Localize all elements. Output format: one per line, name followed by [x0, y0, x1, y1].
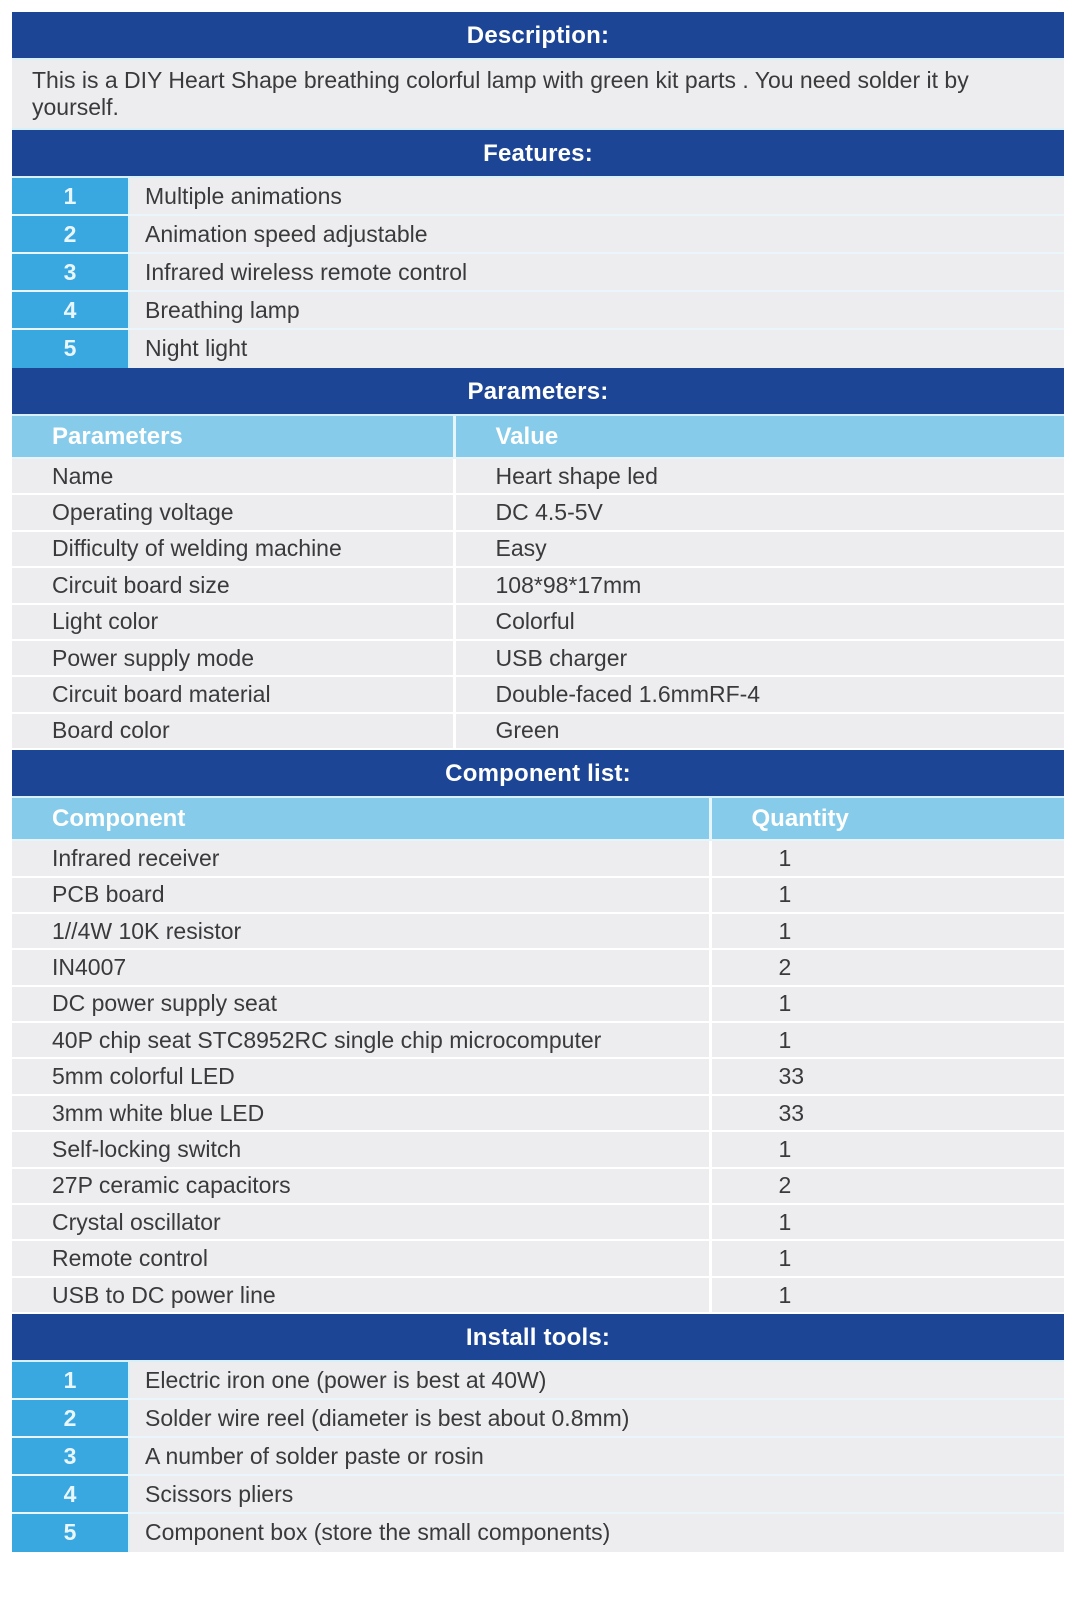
component-quantity: 1	[710, 877, 1064, 913]
component-table	[12, 798, 1064, 1314]
feature-text: Multiple animations	[130, 178, 1064, 214]
product-spec-sheet	[12, 12, 1064, 1552]
features-list	[12, 178, 1064, 368]
table-row	[12, 1095, 1064, 1131]
component-name: Infrared receiver	[12, 840, 710, 876]
table-row	[12, 1204, 1064, 1240]
tool-item	[12, 1438, 1064, 1476]
component-quantity: 1	[710, 1240, 1064, 1276]
component-quantity: 1	[710, 840, 1064, 876]
param-name: Difficulty of welding machine	[12, 531, 454, 567]
feature-text: Night light	[130, 330, 1064, 368]
tool-text: Scissors pliers	[130, 1476, 1064, 1512]
tools-list	[12, 1362, 1064, 1552]
param-value: Colorful	[454, 604, 1064, 640]
tool-text: Solder wire reel (diameter is best about 0.8mm)	[130, 1400, 1064, 1436]
component-list-header: Component list:	[12, 750, 1064, 798]
table-row	[12, 458, 1064, 494]
table-row	[12, 877, 1064, 913]
component-name: 5mm colorful LED	[12, 1058, 710, 1094]
table-row	[12, 840, 1064, 876]
param-name: Operating voltage	[12, 494, 454, 530]
component-name: PCB board	[12, 877, 710, 913]
tool-number: 5	[12, 1514, 130, 1552]
tool-item	[12, 1514, 1064, 1552]
feature-item	[12, 216, 1064, 254]
component-name: 40P chip seat STC8952RC single chip microcomputer	[12, 1022, 710, 1058]
table-row	[12, 913, 1064, 949]
feature-number: 1	[12, 178, 130, 214]
tool-number: 2	[12, 1400, 130, 1436]
component-quantity: 1	[710, 1277, 1064, 1313]
tool-item	[12, 1476, 1064, 1514]
param-name: Name	[12, 458, 454, 494]
component-quantity: 1	[710, 1204, 1064, 1240]
param-value: Double-faced 1.6mmRF-4	[454, 676, 1064, 712]
parameters-table	[12, 416, 1064, 750]
component-column-headers	[12, 798, 1064, 840]
feature-item	[12, 330, 1064, 368]
feature-number: 2	[12, 216, 130, 252]
feature-text: Breathing lamp	[130, 292, 1064, 328]
tool-text: A number of solder paste or rosin	[130, 1438, 1064, 1474]
tool-number: 3	[12, 1438, 130, 1474]
table-row	[12, 1131, 1064, 1167]
component-quantity: 33	[710, 1058, 1064, 1094]
param-name: Board color	[12, 713, 454, 749]
table-row	[12, 1277, 1064, 1313]
table-row	[12, 1058, 1064, 1094]
column-header-quantity: Quantity	[710, 798, 1064, 840]
parameters-column-headers	[12, 416, 1064, 458]
tool-text: Component box (store the small components)	[130, 1514, 1064, 1552]
param-name: Circuit board material	[12, 676, 454, 712]
feature-text: Animation speed adjustable	[130, 216, 1064, 252]
column-header-component: Component	[12, 798, 710, 840]
component-quantity: 1	[710, 986, 1064, 1022]
component-name: USB to DC power line	[12, 1277, 710, 1313]
table-row	[12, 1240, 1064, 1276]
tool-item	[12, 1362, 1064, 1400]
features-header: Features:	[12, 130, 1064, 178]
description-header: Description:	[12, 12, 1064, 60]
component-quantity: 1	[710, 913, 1064, 949]
param-name: Power supply mode	[12, 640, 454, 676]
parameters-header: Parameters:	[12, 368, 1064, 416]
table-row	[12, 531, 1064, 567]
tool-text: Electric iron one (power is best at 40W)	[130, 1362, 1064, 1398]
component-name: 27P ceramic capacitors	[12, 1168, 710, 1204]
param-value: Green	[454, 713, 1064, 749]
param-name: Light color	[12, 604, 454, 640]
component-name: DC power supply seat	[12, 986, 710, 1022]
table-row	[12, 1022, 1064, 1058]
component-quantity: 1	[710, 1022, 1064, 1058]
component-quantity: 33	[710, 1095, 1064, 1131]
component-name: IN4007	[12, 949, 710, 985]
feature-item	[12, 254, 1064, 292]
component-quantity: 1	[710, 1131, 1064, 1167]
feature-item	[12, 292, 1064, 330]
table-row	[12, 676, 1064, 712]
param-value: Easy	[454, 531, 1064, 567]
param-value: Heart shape led	[454, 458, 1064, 494]
feature-number: 5	[12, 330, 130, 368]
component-name: Remote control	[12, 1240, 710, 1276]
table-row	[12, 949, 1064, 985]
component-name: Crystal oscillator	[12, 1204, 710, 1240]
tool-number: 4	[12, 1476, 130, 1512]
column-header-parameters: Parameters	[12, 416, 454, 458]
table-row	[12, 986, 1064, 1022]
component-quantity: 2	[710, 949, 1064, 985]
table-row	[12, 494, 1064, 530]
column-header-value: Value	[454, 416, 1064, 458]
tool-number: 1	[12, 1362, 130, 1398]
param-value: DC 4.5-5V	[454, 494, 1064, 530]
table-row	[12, 567, 1064, 603]
param-value: 108*98*17mm	[454, 567, 1064, 603]
table-row	[12, 713, 1064, 749]
feature-number: 3	[12, 254, 130, 290]
param-name: Circuit board size	[12, 567, 454, 603]
feature-item	[12, 178, 1064, 216]
component-name: 3mm white blue LED	[12, 1095, 710, 1131]
table-row	[12, 640, 1064, 676]
install-tools-header: Install tools:	[12, 1314, 1064, 1362]
table-row	[12, 1168, 1064, 1204]
feature-number: 4	[12, 292, 130, 328]
table-row	[12, 604, 1064, 640]
component-name: Self-locking switch	[12, 1131, 710, 1167]
description-text: This is a DIY Heart Shape breathing colorful lamp with green kit parts . You need solder it by yourself.	[12, 60, 1064, 130]
param-value: USB charger	[454, 640, 1064, 676]
feature-text: Infrared wireless remote control	[130, 254, 1064, 290]
tool-item	[12, 1400, 1064, 1438]
component-quantity: 2	[710, 1168, 1064, 1204]
component-name: 1//4W 10K resistor	[12, 913, 710, 949]
